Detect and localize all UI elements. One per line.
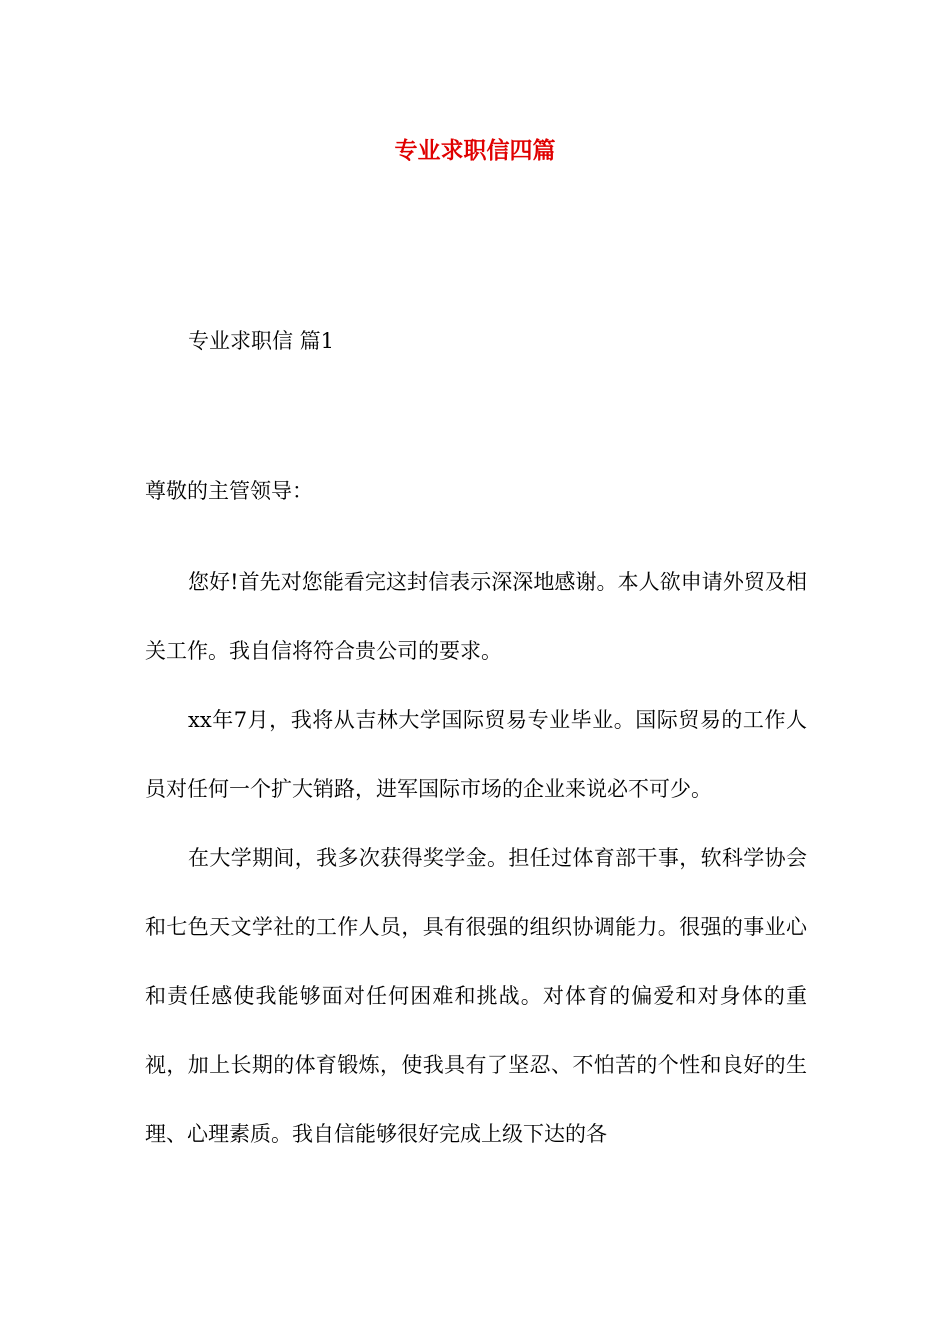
paragraph-graduation: xx年7月，我将从吉林大学国际贸易专业毕业。国际贸易的工作人员对任何一个扩大销路，进军国际市场的企业来说必不可少。 [145,708,807,801]
salutation: 尊敬的主管领导： [145,479,313,503]
paragraph-university-experience: 在大学期间，我多次获得奖学金。担任过体育部干事，软科学协会和七色天文学社的工作人员，具有很强的组织协调能力。很强的事业心和责任感使我能够面对任何困难和挑战。对体育的偏爱和对身体的重视，加上长期的体育锻炼，使我具有了坚忍、不怕苦的个性和良好的生理、心理素质。我自信能够很好完成上级下达的各 [145,846,807,1146]
paragraph-greeting: 您好!首先对您能看完这封信表示深深地感谢。本人欲申请外贸及相关工作。我自信将符合贵公司的要求。 [145,570,807,663]
section-heading: 专业求职信 篇1 [188,329,335,353]
document-title: 专业求职信四篇 [394,137,556,164]
letter-body [145,548,807,1169]
